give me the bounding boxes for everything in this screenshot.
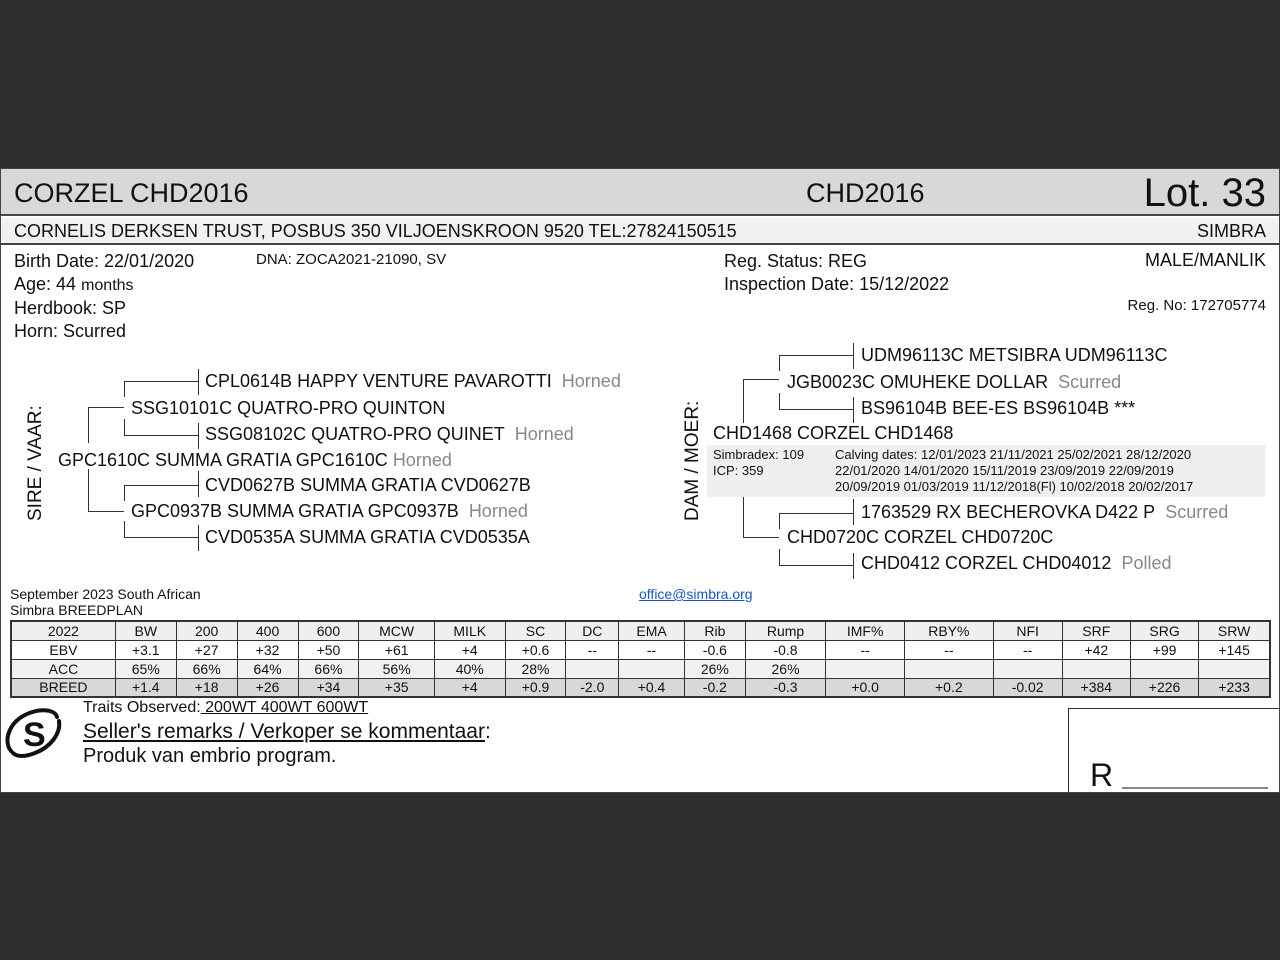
ebv-header-cell: DC <box>566 621 619 640</box>
acc-cell <box>1062 659 1130 678</box>
animal-name: JGB0023C OMUHEKE DOLLAR <box>787 372 1049 392</box>
owner-info: CORNELIS DERKSEN TRUST, POSBUS 350 VILJOENSKROON 9520 TEL:27824150515 <box>14 221 737 241</box>
ebv-header-cell: 600 <box>298 621 359 640</box>
ebv-header-cell: BW <box>115 621 176 640</box>
price-input-line[interactable] <box>1122 787 1268 789</box>
horn-status: Scurred <box>1058 372 1122 392</box>
ebv-cell: +61 <box>359 640 435 659</box>
pedigree-line <box>853 499 854 525</box>
breed-cell: BREED <box>11 678 115 697</box>
breed-cell: +0.0 <box>826 678 905 697</box>
email-link[interactable]: office@simbra.org <box>639 586 753 602</box>
acc-cell: 65% <box>115 659 176 678</box>
dam: CHD1468 CORZEL CHD1468 <box>713 423 954 443</box>
horn-status: Horned <box>392 450 452 470</box>
breed-cell: +35 <box>359 678 435 697</box>
age <box>14 273 194 298</box>
horn-status: Horned <box>514 424 574 444</box>
pedigree-line <box>779 549 780 565</box>
pedigree-line <box>124 485 198 486</box>
acc-cell <box>1130 659 1198 678</box>
dam-sire <box>787 372 1121 393</box>
traits-observed <box>83 699 368 717</box>
sire-dam <box>131 501 528 522</box>
ebv-cell: +4 <box>434 640 505 659</box>
pedigree-line <box>779 355 853 356</box>
animal-name: CHD0412 CORZEL CHD04012 <box>861 553 1112 573</box>
pedigree-line <box>779 409 853 410</box>
breed-cell: -0.2 <box>684 678 745 697</box>
inspection-date: Inspection Date: 15/12/2022 <box>724 273 950 294</box>
dam-label: DAM / MOER: <box>682 400 703 521</box>
breed-cell: +384 <box>1062 678 1130 697</box>
acc-cell: 66% <box>298 659 359 678</box>
simbra-logo-icon <box>3 701 65 761</box>
animal-name: 1763529 RX BECHEROVKA D422 P <box>861 502 1156 522</box>
svg-text:S: S <box>23 716 46 754</box>
acc-cell <box>566 659 619 678</box>
pedigree-line <box>88 469 89 511</box>
sire-sire-dam <box>205 424 574 445</box>
pedigree-line <box>198 471 199 497</box>
reg-number: Reg. No: 172705774 <box>1127 297 1266 314</box>
animal-name: GPC1610C SUMMA GRATIA GPC1610C <box>58 450 388 470</box>
ebv-cell: EBV <box>11 640 115 659</box>
pedigree-line <box>124 537 198 538</box>
acc-cell: 26% <box>745 659 825 678</box>
sire-dam-dam: CVD0535A SUMMA GRATIA CVD0535A <box>205 527 530 547</box>
pedigree-line <box>853 553 854 579</box>
acc-cell <box>905 659 994 678</box>
ebv-header-cell: IMF% <box>826 621 905 640</box>
acc-row <box>11 659 1270 678</box>
breed-cell: +18 <box>176 678 237 697</box>
pedigree-line <box>124 419 125 435</box>
ebv-title <box>10 586 201 618</box>
ebv-cell: -- <box>905 640 994 659</box>
ebv-header-cell: RBY% <box>905 621 994 640</box>
sire-sire: SSG10101C QUATRO-PRO QUINTON <box>131 398 446 418</box>
acc-cell: 64% <box>237 659 298 678</box>
pedigree-line <box>124 381 198 382</box>
breed-cell: +0.4 <box>619 678 685 697</box>
ebv-header-cell: MCW <box>359 621 435 640</box>
acc-cell: 26% <box>684 659 745 678</box>
sex: MALE/MANLIK <box>1144 250 1266 270</box>
herdbook: Herdbook: SP <box>14 298 127 318</box>
ebv-header-cell: NFI <box>993 621 1062 640</box>
lot-number: Lot. 33 <box>1143 171 1266 215</box>
breed-avg-row <box>11 678 1270 697</box>
traits-value: 200WT 400WT 600WT <box>200 699 369 716</box>
ebv-cell: +50 <box>298 640 359 659</box>
ebv-cell: +99 <box>1130 640 1198 659</box>
acc-cell: 56% <box>359 659 435 678</box>
birth-date: Birth Date: 22/01/2020 <box>14 251 195 271</box>
sire-dam-sire: CVD0627B SUMMA GRATIA CVD0627B <box>205 475 531 495</box>
horn-status: Horned <box>468 501 528 521</box>
ebv-cell: +32 <box>237 640 298 659</box>
ebv-cell: -0.6 <box>684 640 745 659</box>
pedigree-line <box>88 407 89 443</box>
pedigree-line <box>779 393 780 409</box>
price-box <box>1068 708 1280 794</box>
ebv-cell: -- <box>619 640 685 659</box>
breed-cell: +0.9 <box>505 678 566 697</box>
ebv-cell: +42 <box>1062 640 1130 659</box>
pedigree-line <box>124 485 125 501</box>
acc-cell: 28% <box>505 659 566 678</box>
sire <box>58 450 452 471</box>
sire-label: SIRE / VAAR: <box>25 405 46 521</box>
pedigree-line <box>779 355 780 371</box>
pedigree-line <box>88 407 124 408</box>
ebv-header-cell: EMA <box>619 621 685 640</box>
ebv-header-cell: MILK <box>434 621 505 640</box>
ebv-table <box>10 620 1271 698</box>
breed-cell: +226 <box>1130 678 1198 697</box>
calving-dates-line: 22/01/2020 14/01/2020 15/11/2019 23/09/2019 22/09/2019 <box>835 463 1174 478</box>
remarks-heading <box>83 720 491 744</box>
animal-name: CPL0614B HAPPY VENTURE PAVAROTTI <box>205 371 552 391</box>
ebv-header-cell: SRF <box>1062 621 1130 640</box>
ebv-header-cell: Rib <box>684 621 745 640</box>
pedigree-line <box>743 379 744 423</box>
ebv-title-line: Simbra BREEDPLAN <box>10 602 144 618</box>
pedigree-line <box>198 423 199 449</box>
acc-cell: 40% <box>434 659 505 678</box>
breed-cell: +233 <box>1199 678 1270 697</box>
breed-cell: +1.4 <box>115 678 176 697</box>
horn-status: Scurred <box>1165 502 1229 522</box>
remarks-heading-text: Seller's remarks / Verkoper se kommentaar <box>83 720 485 743</box>
pedigree-line <box>853 397 854 423</box>
horn-status: Horned <box>561 371 621 391</box>
age-value: Age: 44 <box>14 273 77 294</box>
ebv-row <box>11 640 1270 659</box>
dam-calving-info <box>707 445 1265 497</box>
dam-dam-sire <box>861 502 1228 523</box>
acc-cell: 66% <box>176 659 237 678</box>
ebv-header-cell: SRW <box>1199 621 1270 640</box>
ebv-header-cell: 200 <box>176 621 237 640</box>
ebv-cell: -0.8 <box>745 640 825 659</box>
acc-cell: ACC <box>11 659 115 678</box>
age-unit: months <box>81 276 134 294</box>
pedigree-line <box>743 537 779 538</box>
acc-cell <box>1199 659 1270 678</box>
header-bar <box>1 169 1279 216</box>
remarks-colon: : <box>484 720 491 743</box>
pedigree-line <box>198 525 199 551</box>
ebv-cell: -- <box>566 640 619 659</box>
horn-status: Polled <box>1121 553 1172 573</box>
simbradex: Simbradex: 109 <box>713 447 805 462</box>
breed-cell: +4 <box>434 678 505 697</box>
animal-details-left <box>14 250 194 342</box>
ebv-header-cell: SRG <box>1130 621 1198 640</box>
dam-dam-dam <box>861 553 1172 574</box>
ebv-header-cell: SC <box>505 621 566 640</box>
breed-cell: +0.2 <box>905 678 994 697</box>
ebv-cell: -- <box>826 640 905 659</box>
reg-status: Reg. Status: REG <box>724 251 868 271</box>
animal-name: CORZEL CHD2016 <box>14 178 249 208</box>
icp: ICP: 359 <box>713 463 764 478</box>
breed-label: SIMBRA <box>1196 221 1266 241</box>
acc-cell <box>826 659 905 678</box>
breed-cell: +34 <box>298 678 359 697</box>
animal-name: GPC0937B SUMMA GRATIA GPC0937B <box>131 501 459 521</box>
pedigree-line <box>124 435 198 436</box>
ebv-cell: +27 <box>176 640 237 659</box>
pedigree-line <box>743 379 779 380</box>
breed-cell: +26 <box>237 678 298 697</box>
pedigree-line <box>88 511 124 512</box>
sire-sire-sire <box>205 371 621 392</box>
breed-cell: -2.0 <box>566 678 619 697</box>
dam-sire-sire: UDM96113C METSIBRA UDM96113C <box>861 345 1168 365</box>
pedigree-line <box>779 513 853 514</box>
ebv-cell: +0.6 <box>505 640 566 659</box>
ebv-header-row <box>11 621 1270 640</box>
ebv-cell: +3.1 <box>115 640 176 659</box>
animal-details-right <box>724 250 949 295</box>
dna-info: DNA: ZOCA2021-21090, SV <box>256 251 447 268</box>
ebv-cell: -- <box>993 640 1062 659</box>
remarks-text: Produk van embrio program. <box>83 745 337 767</box>
breed-cell: -0.3 <box>745 678 825 697</box>
traits-label: Traits Observed: <box>83 699 201 716</box>
dam-dam: CHD0720C CORZEL CHD0720C <box>787 527 1054 547</box>
calving-dates-line: Calving dates: 12/01/2023 21/11/2021 25/02/2021 28/12/2020 <box>835 447 1192 462</box>
ebv-cell: +145 <box>1199 640 1270 659</box>
breed-cell: -0.02 <box>993 678 1062 697</box>
ebv-title-line: September 2023 South African <box>10 586 201 602</box>
pedigree-line <box>124 521 125 537</box>
price-currency: R <box>1090 757 1114 793</box>
pedigree-line <box>779 513 780 529</box>
dam-sire-dam: BS96104B BEE-ES BS96104B *** <box>861 398 1136 418</box>
lot-card <box>0 168 1280 793</box>
pedigree-line <box>124 381 125 397</box>
acc-cell <box>619 659 685 678</box>
pedigree-line <box>743 497 744 537</box>
horn-status: Horn: Scurred <box>14 320 127 341</box>
ebv-header-cell: 400 <box>237 621 298 640</box>
pedigree-line <box>853 343 854 369</box>
animal-name: SSG08102C QUATRO-PRO QUINET <box>205 424 505 444</box>
calving-dates-line: 20/09/2019 01/03/2019 11/12/2018(Fl) 10/02/2018 20/02/2017 <box>835 479 1194 494</box>
animal-code: CHD2016 <box>806 178 925 208</box>
ebv-header-cell: 2022 <box>11 621 115 640</box>
ebv-header-cell: Rump <box>745 621 825 640</box>
pedigree-line <box>198 369 199 395</box>
acc-cell <box>993 659 1062 678</box>
pedigree-line <box>779 565 853 566</box>
owner-bar <box>1 218 1279 245</box>
